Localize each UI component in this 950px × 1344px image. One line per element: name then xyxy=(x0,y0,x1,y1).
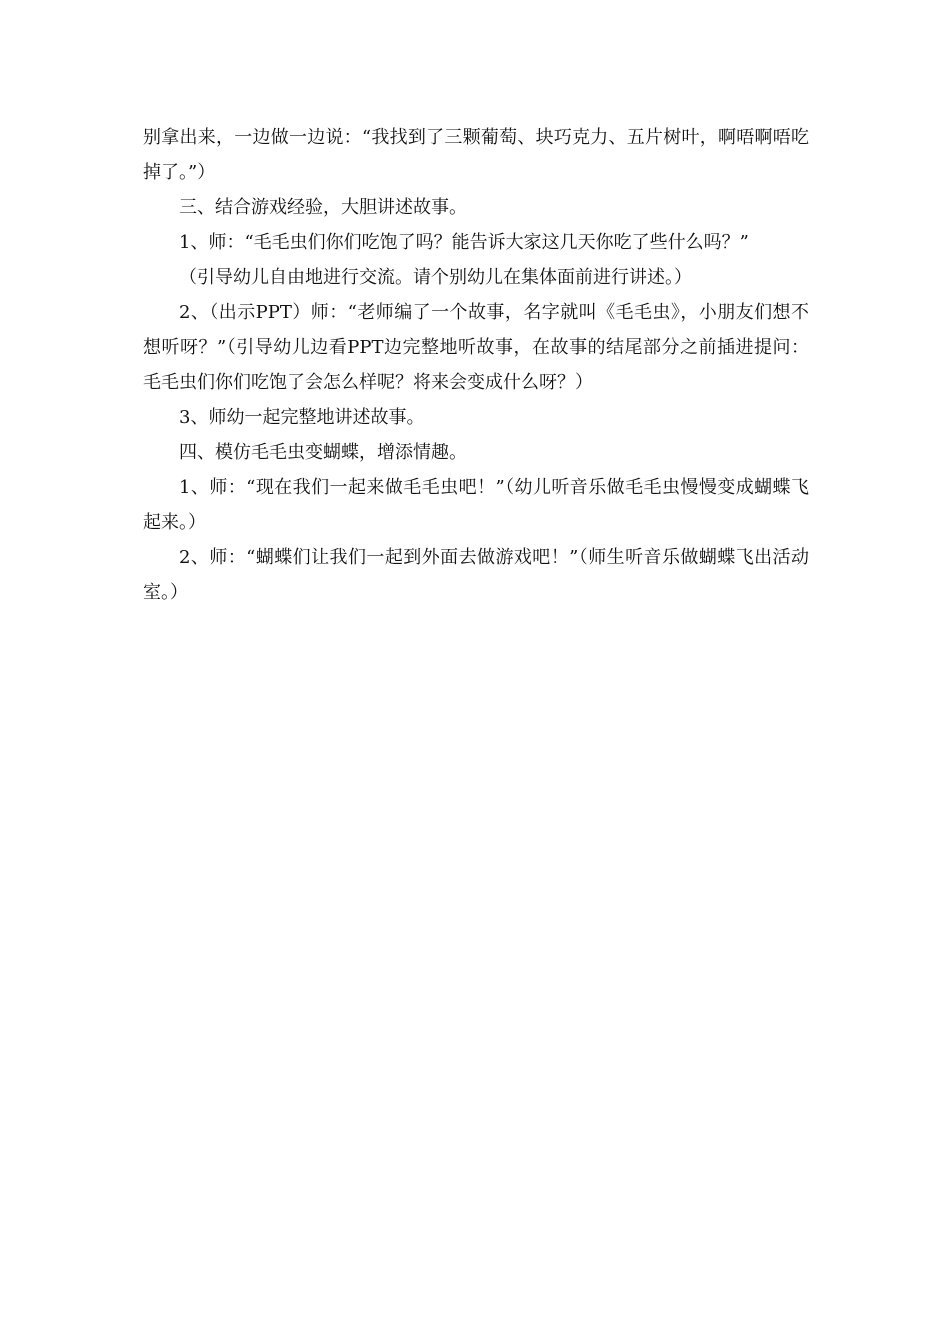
section-heading-three: 三、结合游戏经验，大胆讲述故事。 xyxy=(179,197,467,218)
paragraph-guidance-note: （引导幼儿自由地进行交流。请个别幼儿在集体面前进行讲述。） xyxy=(179,267,692,288)
section-heading-four: 四、模仿毛毛虫变蝴蝶，增添情趣。 xyxy=(179,442,467,463)
paragraph-step-1: 1、师：“毛毛虫们你们吃饱了吗？能告诉大家这几天你吃了些什么吗？” xyxy=(179,232,749,253)
document-body xyxy=(143,120,809,610)
paragraph-activity-1: 1、师：“现在我们一起来做毛毛虫吧！”（幼儿听音乐做毛毛虫慢慢变成蝴蝶飞起来。） xyxy=(143,477,809,533)
paragraph-step-2: 2、（出示PPT）师：“老师编了一个故事，名字就叫《毛毛虫》，小朋友们想不想听呀？”（引导幼儿边看PPT边完整地听故事，在故事的结尾部分之前插进提问：毛毛虫们你们吃饱了会怎么样呢？将来会变成什么呀？） xyxy=(143,302,809,393)
paragraph-step-3: 3、师幼一起完整地讲述故事。 xyxy=(179,407,425,428)
paragraph-continuation: 别拿出来，一边做一边说：“我找到了三颗葡萄、块巧克力、五片树叶，啊唔啊唔吃掉了。”） xyxy=(143,127,809,183)
paragraph-activity-2: 2、师：“蝴蝶们让我们一起到外面去做游戏吧！”（师生听音乐做蝴蝶飞出活动室。） xyxy=(143,547,809,603)
